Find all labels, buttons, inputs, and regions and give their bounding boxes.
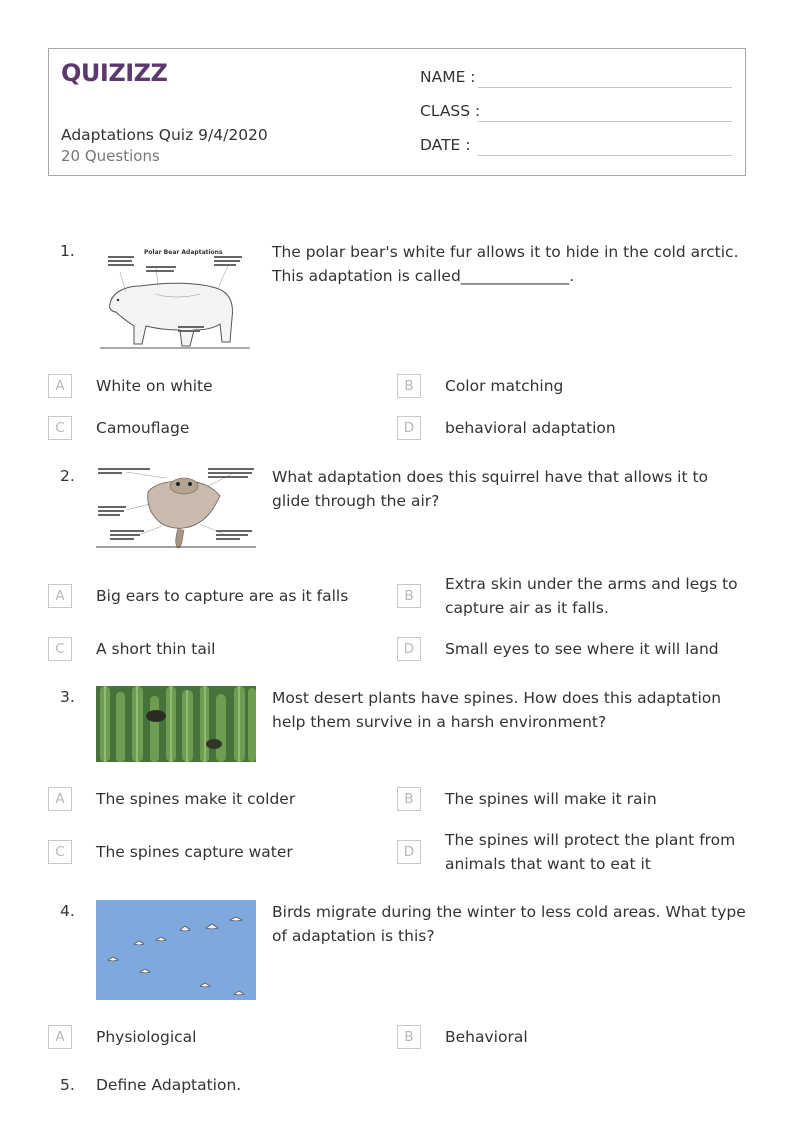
option-a-box[interactable]: A [48, 374, 72, 398]
date-label: DATE : [420, 136, 471, 154]
quizizz-logo: QUIZIZZ [61, 59, 168, 87]
option-b-box[interactable]: B [397, 374, 421, 398]
option-d-text: Small eyes to see where it will land [445, 640, 719, 658]
option-b-text: Behavioral [445, 1028, 528, 1046]
option-d-box[interactable]: D [397, 840, 421, 864]
flying-squirrel-image [96, 464, 256, 550]
option-b-text: Extra skin under the arms and legs to capture air as it falls. [445, 575, 738, 617]
name-line[interactable] [478, 87, 732, 88]
option-b-box[interactable]: B [397, 584, 421, 608]
question-text: Most desert plants have spines. How does this adaptation help them survive in a harsh environment? [272, 689, 722, 731]
class-field [420, 102, 736, 124]
class-line[interactable] [478, 121, 732, 122]
option-c-text: A short thin tail [96, 640, 216, 658]
option-d-text: behavioral adaptation [445, 419, 616, 437]
question-text: What adaptation does this squirrel have that allows it to glide through the air? [272, 468, 709, 510]
option-b-text: The spines will make it rain [445, 790, 657, 808]
question-number: 3. [60, 688, 75, 706]
option-c-box[interactable]: C [48, 637, 72, 661]
polar-bear-image [96, 242, 256, 352]
option-c-text: The spines capture water [96, 843, 293, 861]
quiz-title: Adaptations Quiz 9/4/2020 [61, 126, 268, 144]
question-number: 1. [60, 242, 75, 260]
option-c-box[interactable]: C [48, 840, 72, 864]
question-number: 5. [60, 1076, 75, 1094]
class-label: CLASS : [420, 102, 481, 120]
name-field [420, 68, 736, 90]
question-text: Define Adaptation. [96, 1076, 242, 1094]
option-a-box[interactable]: A [48, 787, 72, 811]
option-c-box[interactable]: C [48, 416, 72, 440]
question-text: The polar bear's white fur allows it to hide in the cold arctic. This adaptation is called______________. [272, 243, 739, 285]
option-b-text: Color matching [445, 377, 564, 395]
cactus-image [96, 686, 256, 762]
option-a-box[interactable]: A [48, 1025, 72, 1049]
option-d-text: The spines will protect the plant from animals that want to eat it [445, 831, 736, 873]
question-count: 20 Questions [61, 147, 160, 165]
option-b-box[interactable]: B [397, 1025, 421, 1049]
name-label: NAME : [420, 68, 476, 86]
date-line[interactable] [478, 155, 732, 156]
option-a-text: Big ears to capture are as it falls [96, 587, 349, 605]
polar-bear-caption: Polar Bear Adaptations [144, 249, 223, 256]
option-a-text: The spines make it colder [96, 790, 296, 808]
option-a-box[interactable]: A [48, 584, 72, 608]
date-field [420, 136, 736, 158]
option-a-text: Physiological [96, 1028, 197, 1046]
option-a-text: White on white [96, 377, 213, 395]
migrating-birds-image [96, 900, 256, 1000]
question-number: 4. [60, 902, 75, 920]
option-d-box[interactable]: D [397, 416, 421, 440]
option-d-box[interactable]: D [397, 637, 421, 661]
option-b-box[interactable]: B [397, 787, 421, 811]
question-number: 2. [60, 467, 75, 485]
question-text: Birds migrate during the winter to less cold areas. What type of adaptation is this? [272, 903, 746, 945]
option-c-text: Camouflage [96, 419, 190, 437]
worksheet-header [48, 48, 746, 176]
